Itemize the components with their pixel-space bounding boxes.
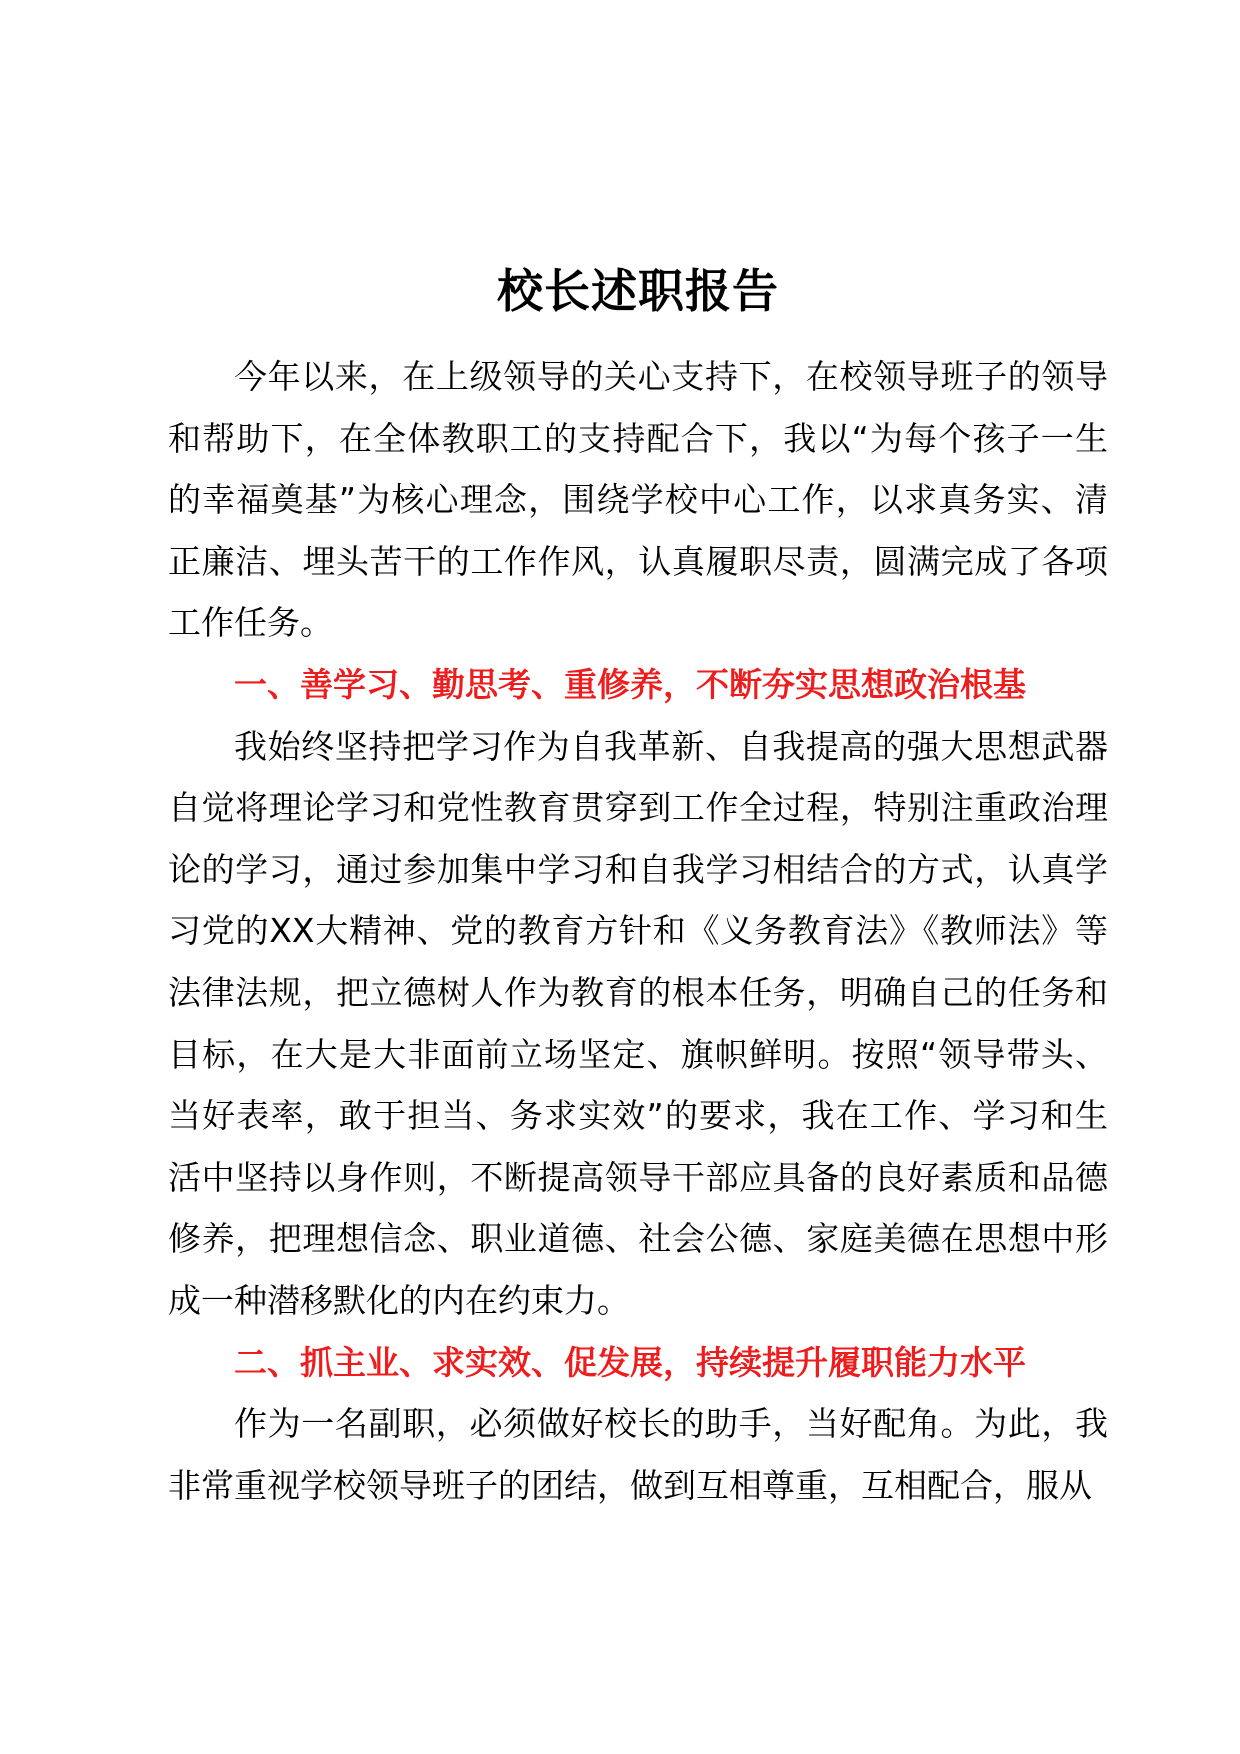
section-heading: 二、抓主业、求实效、促发展，持续提升履职能力水平 [234,1342,1026,1382]
body-paragraph: 今年以来，在上级领导的关心支持下，在校领导班子的领导和帮助下，在全体教职工的支持配合下，我以“为每个孩子一生的幸福奠基”为核心理念，围绕学校中心工作，以求真务实、清正廉洁、埋头苦干的工作作风，认真履职尽责，圆满完成了各项工作任务。 [168,357,1108,643]
body-paragraph: 我始终坚持把学习作为自我革新、自我提高的强大思想武器自觉将理论学习和党性教育贯穿到工作全过程，特别注重政治理论的学习，通过参加集中学习和自我学习相结合的方式，认真学习党的XX大精神、党的教育方针和《义务教育法》《教师法》等法律法规，把立德树人作为教育的根本任务，明确自己的任务和目标，在大是大非面前立场坚定、旗帜鲜明。按照“领导带头、当好表率，敢于担当、务求实效”的要求，我在工作、学习和生活中坚持以身作则，不断提高领导干部应具备的良好素质和品德修养，把理想信念、职业道德、社会公德、家庭美德在思想中形成一种潜移默化的内在约束力。 [168,726,1108,1320]
section-heading: 一、善学习、勤思考、重修养，不断夯实思想政治根基 [234,664,1026,704]
body-paragraph: 作为一名副职，必须做好校长的助手，当好配角。为此，我非常重视学校领导班子的团结，做到互相尊重，互相配合，服从 [168,1404,1108,1505]
document-title: 校长述职报告 [497,264,779,318]
document-body [168,258,1108,1516]
